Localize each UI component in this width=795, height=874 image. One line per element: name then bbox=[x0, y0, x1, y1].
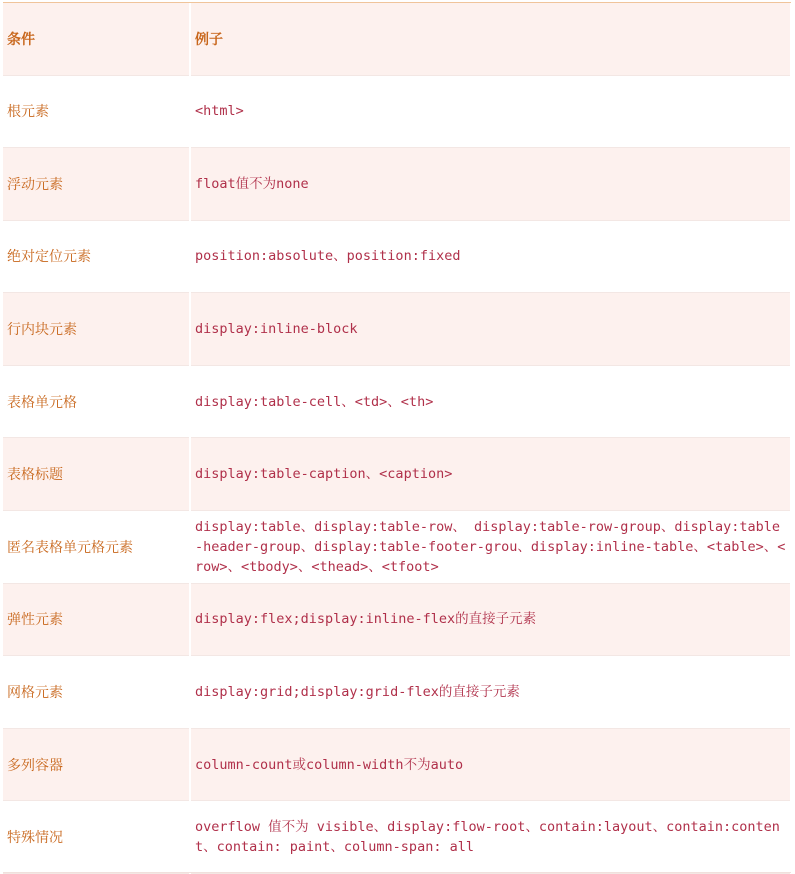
table-row bbox=[3, 293, 791, 366]
example-cell: display:flex;display:inline-flex的直接子元素 bbox=[190, 583, 791, 656]
table-row bbox=[3, 148, 791, 221]
condition-cell: 网格元素 bbox=[3, 656, 190, 729]
condition-cell: 根元素 bbox=[3, 75, 190, 148]
example-cell: display:table-caption、<caption> bbox=[190, 438, 791, 511]
example-cell: overflow 值不为 visible、display:flow-root、contain:layout、contain:content、contain: paint、column-span: all bbox=[190, 801, 791, 874]
table-row bbox=[3, 511, 791, 584]
table-row bbox=[3, 220, 791, 293]
example-cell: float值不为none bbox=[190, 148, 791, 221]
condition-cell: 绝对定位元素 bbox=[3, 220, 190, 293]
table-row bbox=[3, 75, 791, 148]
example-cell: display:table-cell、<td>、<th> bbox=[190, 365, 791, 438]
example-cell: display:table、display:table-row、 display:table-row-group、display:table-header-group、display:table-footer-grou、display:inline-table、<table>、<row>、<tbody>、<thead>、<tfoot> bbox=[190, 511, 791, 584]
table-bottom-divider bbox=[3, 872, 791, 873]
header-example: 例子 bbox=[190, 3, 791, 75]
example-cell: position:absolute、position:fixed bbox=[190, 220, 791, 293]
condition-cell: 多列容器 bbox=[3, 728, 190, 801]
table-header-row bbox=[3, 3, 791, 75]
condition-cell: 弹性元素 bbox=[3, 583, 190, 656]
bfc-conditions-table bbox=[3, 2, 791, 874]
condition-cell: 浮动元素 bbox=[3, 148, 190, 221]
condition-cell: 行内块元素 bbox=[3, 293, 190, 366]
conditions-table bbox=[3, 3, 792, 874]
header-condition: 条件 bbox=[3, 3, 190, 75]
table-row bbox=[3, 438, 791, 511]
table-row bbox=[3, 801, 791, 874]
table-row bbox=[3, 583, 791, 656]
table-row bbox=[3, 365, 791, 438]
example-cell: <html> bbox=[190, 75, 791, 148]
condition-cell: 匿名表格单元格元素 bbox=[3, 511, 190, 584]
table-row bbox=[3, 728, 791, 801]
condition-cell: 表格单元格 bbox=[3, 365, 190, 438]
example-cell: column-count或column-width不为auto bbox=[190, 728, 791, 801]
example-cell: display:inline-block bbox=[190, 293, 791, 366]
condition-cell: 特殊情况 bbox=[3, 801, 190, 874]
example-cell: display:grid;display:grid-flex的直接子元素 bbox=[190, 656, 791, 729]
condition-cell: 表格标题 bbox=[3, 438, 190, 511]
table-row bbox=[3, 656, 791, 729]
